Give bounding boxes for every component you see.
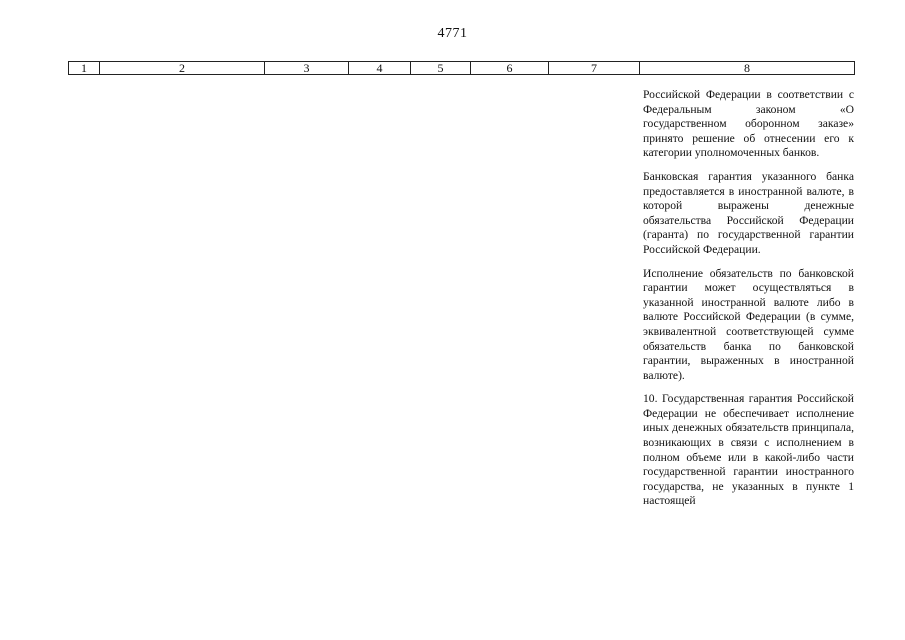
column-number-cell-7: 7: [549, 62, 640, 75]
body-paragraph: Банковская гарантия указанного банка предоставляется в иностранной валюте, в которой выражены денежные обязательства Российской Федерации (гаранта) по государственной гарантии Российской Федерации.: [643, 169, 854, 256]
column-number-cell-5: 5: [411, 62, 471, 75]
column-number-cell-1: 1: [69, 62, 100, 75]
column-number-header-table: [68, 61, 855, 75]
column-number-cell-2: 2: [100, 62, 265, 75]
body-paragraph: Российской Федерации в соответствии с Федеральным законом «О государственном оборонном заказе» принято решение об отнесении его к категории уполномоченных банков.: [643, 88, 854, 160]
column-8-text: [643, 88, 854, 518]
column-number-row: [69, 62, 855, 75]
column-number-cell-3: 3: [265, 62, 349, 75]
body-paragraph: 10. Государственная гарантия Российской Федерации не обеспечивает исполнение иных денежных обязательств принципала, возникающих в связи с исполнением в полном объеме или в какой-либо части государственной гарантии иностранного государства, не указанных в пункте 1 настоящей: [643, 392, 854, 508]
column-number-cell-8: 8: [640, 62, 855, 75]
page-number: 4771: [437, 26, 468, 41]
body-paragraph: Исполнение обязательств по банковской гарантии может осуществляться в указанной иностранной валюте либо в валюте Российской Федерации (в сумме, эквивалентной соответствующей сумме обязательств банка по банковской гарантии, выраженных в иностранной валюте).: [643, 266, 854, 382]
column-number-cell-6: 6: [471, 62, 549, 75]
column-number-cell-4: 4: [349, 62, 411, 75]
